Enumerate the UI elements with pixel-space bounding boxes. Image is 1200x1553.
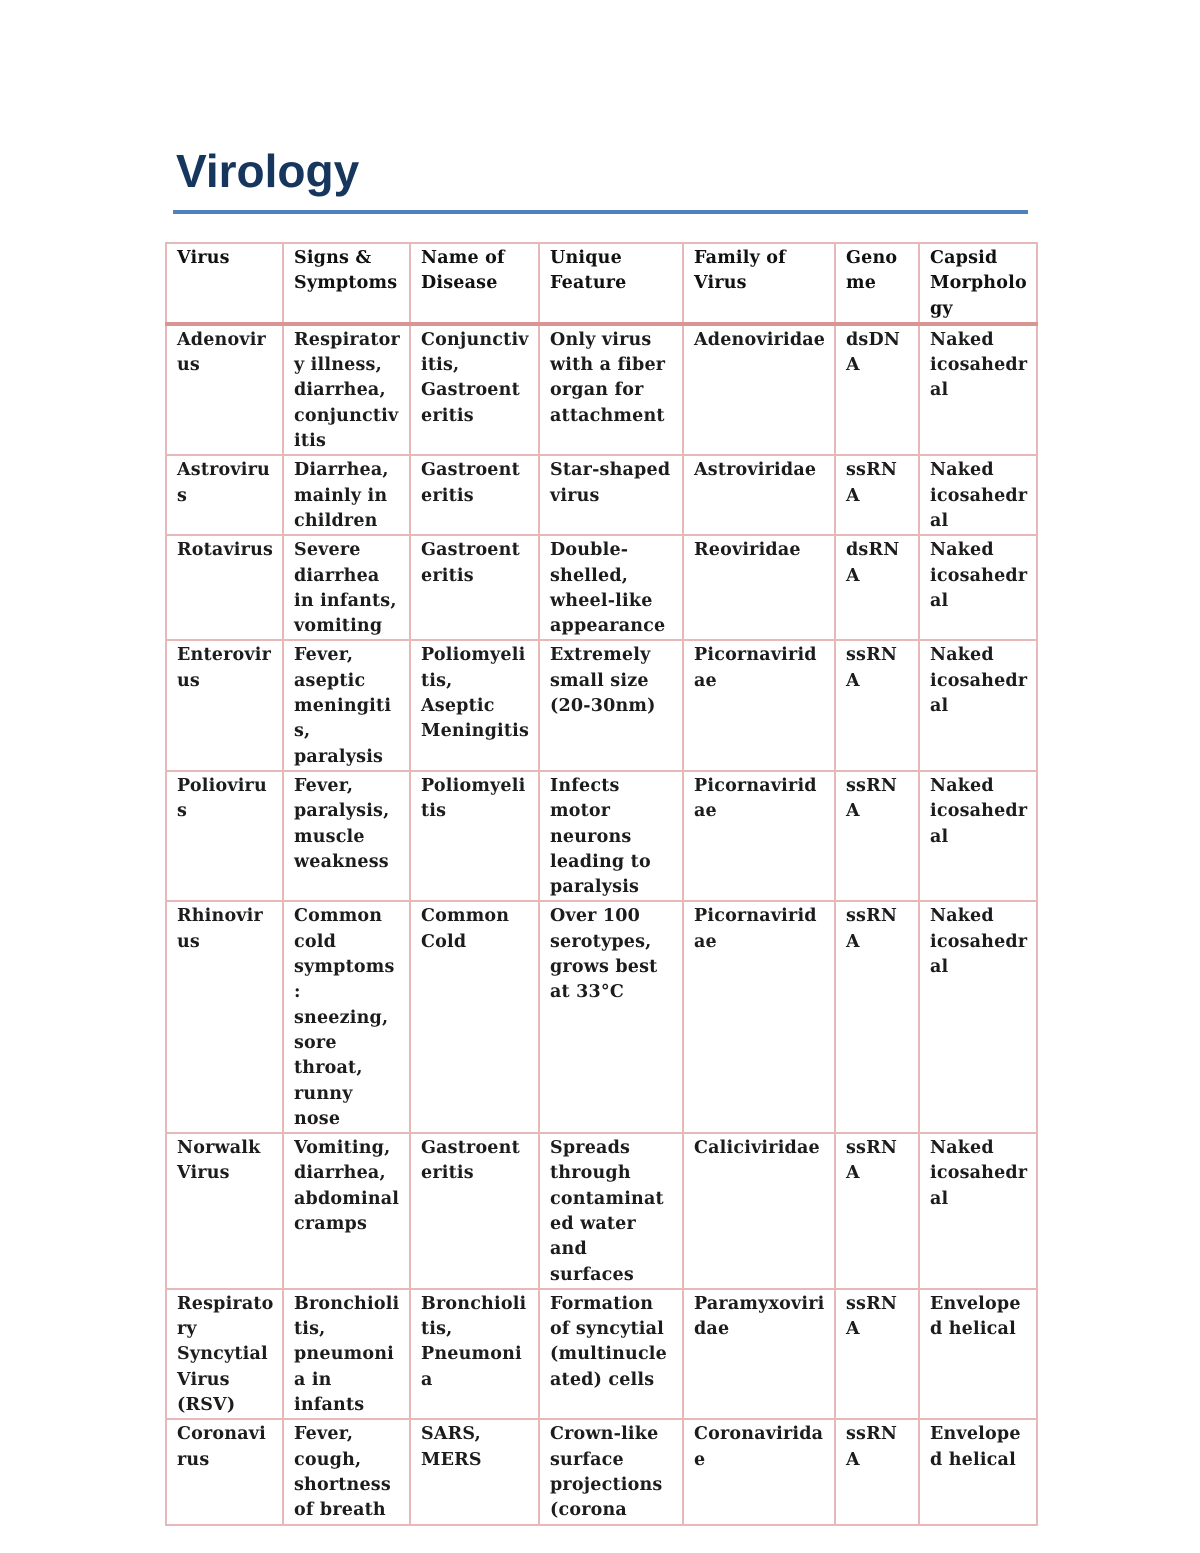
cell-family: Picornaviridae <box>683 640 835 770</box>
cell-disease: Bronchiolitis, Pneumonia <box>410 1289 539 1419</box>
cell-genome: ssRNA <box>835 640 919 770</box>
cell-virus: Enterovirus <box>166 640 283 770</box>
cell-signs: Bronchiolitis, pneumonia in infants <box>283 1289 410 1419</box>
cell-virus: Rhinovirus <box>166 901 283 1133</box>
cell-capsid: Naked icosahedral <box>919 1133 1037 1289</box>
cell-family: Coronaviridae <box>683 1419 835 1524</box>
cell-family: Picornaviridae <box>683 771 835 901</box>
header-signs-symptoms: Signs & Symptoms <box>283 243 410 324</box>
cell-virus: Adenovirus <box>166 324 283 455</box>
cell-disease: Poliomyelitis <box>410 771 539 901</box>
cell-capsid: Enveloped helical <box>919 1419 1037 1524</box>
cell-signs: Diarrhea, mainly in children <box>283 455 410 535</box>
table-row <box>166 455 1037 535</box>
cell-genome: ssRNA <box>835 1289 919 1419</box>
cell-family: Reoviridae <box>683 535 835 640</box>
cell-capsid: Naked icosahedral <box>919 640 1037 770</box>
cell-signs: Fever, paralysis, muscle weakness <box>283 771 410 901</box>
cell-capsid: Naked icosahedral <box>919 455 1037 535</box>
table-header-row <box>166 243 1037 324</box>
table-row <box>166 324 1037 455</box>
cell-virus: Norwalk Virus <box>166 1133 283 1289</box>
header-capsid-morphology: Capsid Morphology <box>919 243 1037 324</box>
cell-virus: Respiratory Syncytial Virus (RSV) <box>166 1289 283 1419</box>
cell-capsid: Naked icosahedral <box>919 324 1037 455</box>
cell-signs: Vomiting, diarrhea, abdominal cramps <box>283 1133 410 1289</box>
cell-feature: Crown-like surface projections (corona <box>539 1419 683 1524</box>
cell-genome: ssRNA <box>835 771 919 901</box>
cell-disease: Common Cold <box>410 901 539 1133</box>
table-row <box>166 771 1037 901</box>
cell-feature: Formation of syncytial (multinucleated) cells <box>539 1289 683 1419</box>
cell-capsid: Naked icosahedral <box>919 771 1037 901</box>
cell-virus: Coronavirus <box>166 1419 283 1524</box>
cell-signs: Fever, cough, shortness of breath <box>283 1419 410 1524</box>
cell-feature: Star-shaped virus <box>539 455 683 535</box>
cell-feature: Only virus with a fiber organ for attachment <box>539 324 683 455</box>
cell-family: Picornaviridae <box>683 901 835 1133</box>
cell-signs: Fever, aseptic meningitis, paralysis <box>283 640 410 770</box>
cell-virus: Poliovirus <box>166 771 283 901</box>
table-row <box>166 1289 1037 1419</box>
cell-disease: Conjunctivitis, Gastroenteritis <box>410 324 539 455</box>
cell-feature: Spreads through contaminated water and surfaces <box>539 1133 683 1289</box>
cell-family: Astroviridae <box>683 455 835 535</box>
title-underline <box>173 210 1028 214</box>
page-title: Virology <box>176 145 360 197</box>
header-unique-feature: Unique Feature <box>539 243 683 324</box>
virology-table <box>165 242 1038 1526</box>
cell-disease: Poliomyelitis, Aseptic Meningitis <box>410 640 539 770</box>
cell-disease: Gastroenteritis <box>410 1133 539 1289</box>
table-row <box>166 535 1037 640</box>
cell-disease: Gastroenteritis <box>410 535 539 640</box>
cell-disease: SARS, MERS <box>410 1419 539 1524</box>
cell-genome: dsRNA <box>835 535 919 640</box>
cell-signs: Common cold symptoms: sneezing, sore throat, runny nose <box>283 901 410 1133</box>
cell-feature: Infects motor neurons leading to paralysis <box>539 771 683 901</box>
cell-signs: Respiratory illness, diarrhea, conjunctivitis <box>283 324 410 455</box>
cell-genome: ssRNA <box>835 1419 919 1524</box>
cell-family: Caliciviridae <box>683 1133 835 1289</box>
table-row <box>166 901 1037 1133</box>
header-disease-name: Name of Disease <box>410 243 539 324</box>
table-row <box>166 1133 1037 1289</box>
cell-capsid: Enveloped helical <box>919 1289 1037 1419</box>
cell-genome: ssRNA <box>835 1133 919 1289</box>
cell-genome: dsDNA <box>835 324 919 455</box>
cell-feature: Double-shelled, wheel-like appearance <box>539 535 683 640</box>
cell-capsid: Naked icosahedral <box>919 901 1037 1133</box>
cell-virus: Rotavirus <box>166 535 283 640</box>
cell-feature: Over 100 serotypes, grows best at 33°C <box>539 901 683 1133</box>
cell-capsid: Naked icosahedral <box>919 535 1037 640</box>
header-virus: Virus <box>166 243 283 324</box>
table-row <box>166 640 1037 770</box>
cell-virus: Astrovirus <box>166 455 283 535</box>
cell-family: Adenoviridae <box>683 324 835 455</box>
cell-disease: Gastroenteritis <box>410 455 539 535</box>
header-genome: Genome <box>835 243 919 324</box>
table-row <box>166 1419 1037 1524</box>
cell-family: Paramyxoviridae <box>683 1289 835 1419</box>
cell-feature: Extremely small size (20-30nm) <box>539 640 683 770</box>
cell-genome: ssRNA <box>835 901 919 1133</box>
cell-signs: Severe diarrhea in infants, vomiting <box>283 535 410 640</box>
cell-genome: ssRNA <box>835 455 919 535</box>
header-virus-family: Family of Virus <box>683 243 835 324</box>
